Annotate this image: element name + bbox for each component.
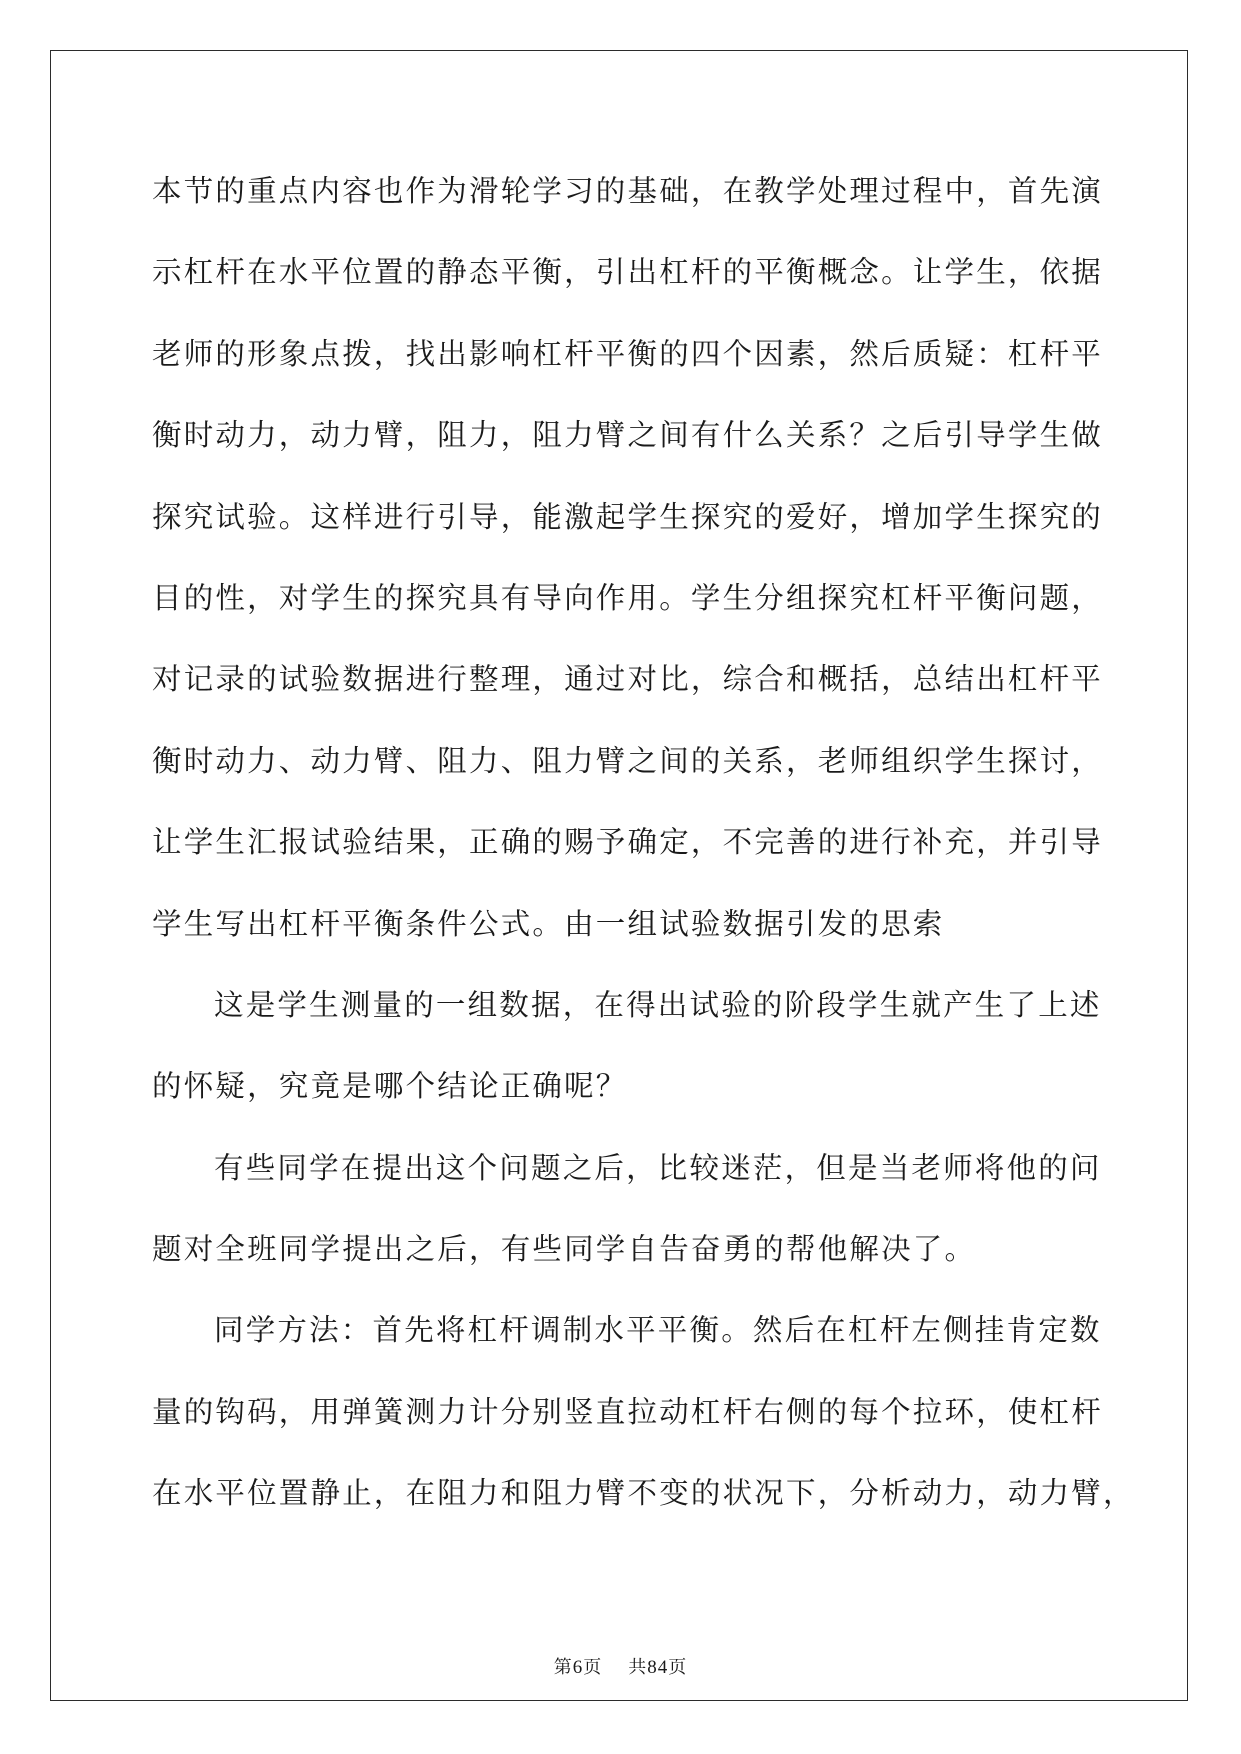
text-line: 对记录的试验数据进行整理，通过对比，综合和概括，总结出杠杆平 <box>152 662 1104 697</box>
total-page-count: 84 <box>647 1657 669 1678</box>
text-line: 老师的形象点拨，找出影响杠杆平衡的四个因素，然后质疑：杠杆平 <box>152 336 1104 371</box>
text-line: 本节的重点内容也作为滑轮学习的基础，在教学处理过程中，首先演 <box>152 174 1104 208</box>
text-line: 有些同学在提出这个问题之后，比较迷茫，但是当老师将他的问 <box>214 1150 1102 1185</box>
body-text <box>152 151 1135 1535</box>
text-line: 量的钩码，用弹簧测力计分别竖直拉动杠杆右侧的每个拉环，使杠杆 <box>152 1394 1104 1429</box>
text-line: 题对全班同学提出之后，有些同学自告奋勇的帮他解决了。 <box>152 1232 977 1267</box>
text-line: 这是学生测量的一组数据，在得出试验的阶段学生就产生了上述 <box>214 987 1102 1022</box>
page-suffix: 页 <box>583 1657 603 1678</box>
total-suffix: 页 <box>668 1657 688 1678</box>
total-prefix: 共 <box>628 1657 648 1678</box>
text-line: 同学方法：首先将杠杆调制水平平衡。然后在杠杆左侧挂肯定数 <box>214 1313 1102 1348</box>
text-line: 在水平位置静止，在阻力和阻力臂不变的状况下，分析动力，动力臂， <box>152 1476 1135 1511</box>
text-line: 让学生汇报试验结果，正确的赐予确定，不完善的进行补充，并引导 <box>152 825 1104 860</box>
text-line: 的怀疑，究竟是哪个结论正确呢？ <box>152 1069 628 1104</box>
text-line: 衡时动力、动力臂、阻力、阻力臂之间的关系，老师组织学生探讨， <box>152 743 1104 778</box>
page-prefix: 第 <box>553 1657 573 1678</box>
page-footer <box>0 1653 1241 1679</box>
text-line: 衡时动力，动力臂，阻力，阻力臂之间有什么关系？之后引导学生做 <box>152 418 1104 453</box>
text-line: 学生写出杠杆平衡条件公式。由一组试验数据引发的思索 <box>152 906 945 941</box>
current-page-number: 6 <box>572 1657 584 1678</box>
text-line: 探究试验。这样进行引导，能激起学生探究的爱好，增加学生探究的 <box>152 499 1104 534</box>
text-line: 目的性，对学生的探究具有导向作用。学生分组探究杠杆平衡问题， <box>152 580 1104 615</box>
text-line: 示杠杆在水平位置的静态平衡，引出杠杆的平衡概念。让学生，依据 <box>152 255 1104 290</box>
